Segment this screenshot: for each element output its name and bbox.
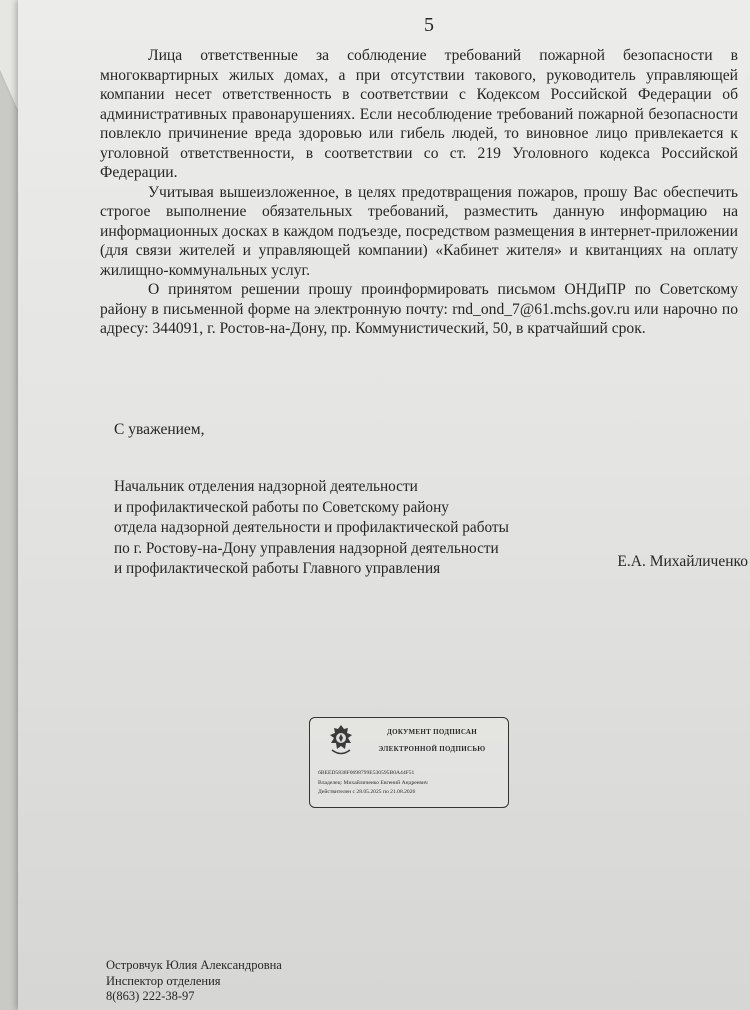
certificate-owner: Владелец: Михайличенко Евгений Андреевич: [318, 780, 428, 786]
signer-name: Е.А. Михайличенко: [617, 553, 748, 570]
stamp-title: ДОКУМЕНТ ПОДПИСАН: [386, 728, 478, 736]
electronic-signature-stamp: [309, 717, 509, 808]
executor-name: Островчук Юлия Александровна: [106, 958, 282, 972]
signatory-title-line: по г. Ростову-на-Дону управления надзорной деятельности: [114, 539, 499, 557]
signatory-title-line: и профилактической работы по Советскому району: [114, 498, 449, 516]
paragraph-reply-instructions: О принятом решении прошу проинформировать письмом ОНДиПР по Советскому району в письменной форме на электронную почту: rnd_ond_7@61.mchs.gov.ru или нарочно по адресу: 344091, г. Ростов-на-Дону, пр. Коммунистический, 50, в кратчайший срок.: [100, 281, 738, 337]
paragraph-responsibility: Лица ответственные за соблюдение требований пожарной безопасности в многоквартирных жилых домах, а при отсутствии такового, руководитель управляющей компании несет ответственность в соответствии с Кодексом Российской Федерации об административных правонарушениях. Если несоблюдение требований пожарной безопасности повлекло причинение вреда здоровью или гибель людей, то виновное лицо привлекается к уголовной ответственности, в соответствии со ст. 219 Уголовного кодекса Российской Федерации.: [100, 47, 738, 181]
letter-body: [100, 46, 738, 339]
stamp-subtitle: ЭЛЕКТРОННОЙ ПОДПИСЬЮ: [378, 745, 486, 753]
executor-info: [106, 958, 282, 1005]
signatory-title-line: и профилактической работы Главного управления: [114, 560, 441, 577]
signatory-title-line: Начальник отделения надзорной деятельности: [114, 478, 418, 495]
document-page: [18, 0, 750, 1010]
executor-phone: 8(863) 222-38-97: [106, 989, 195, 1003]
executor-position: Инспектор отделения: [106, 973, 221, 988]
certificate-validity: Действителен с 28.05.2025 по 21.08.2026: [318, 789, 416, 795]
page-number: 5: [424, 14, 434, 36]
mchs-emblem-icon: [326, 723, 356, 759]
closing-salutation: С уважением,: [114, 421, 205, 438]
certificate-number: 6BEED5838F0698799E530595B0A44F51: [318, 770, 415, 776]
paragraph-request: Учитывая вышеизложенное, в целях предотвращения пожаров, прошу Вас обеспечить строгое выполнение обязательных требований, разместить данную информацию на информационных досках в каждом подъезде, посредством размещения в интернет-приложении (для связи жителей и управляющей компании) «Кабинет жителя» и квитанциях на оплату жилищно-коммунальных услуг.: [100, 183, 738, 279]
signatory-title-line: отдела надзорной деятельности и профилактической работы: [114, 519, 509, 536]
